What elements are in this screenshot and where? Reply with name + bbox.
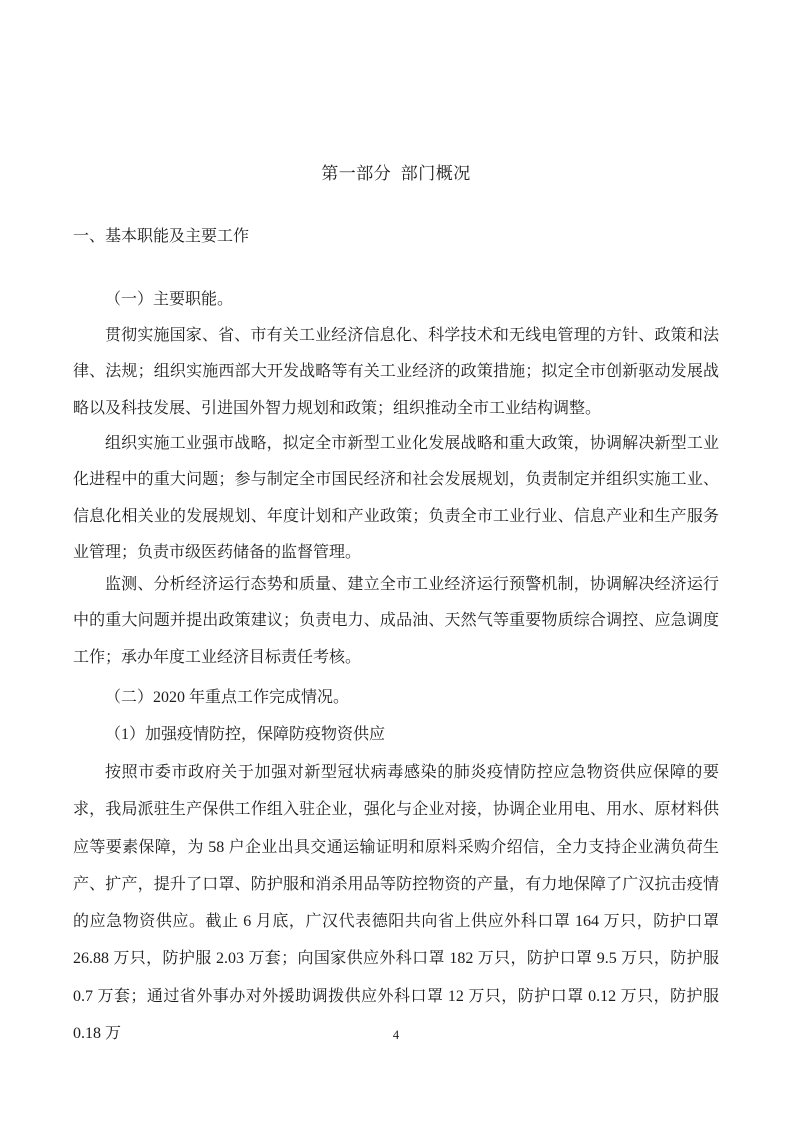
paragraph-epidemic-supplies: 按照市委市政府关于加强对新型冠状病毒感染的肺炎疫情防控应急物资供应保障的要求，我局派驻生产保供工作组入驻企业，强化与企业对接，协调企业用电、用水、原材料供应等要素保障，为 58 户企业出具交通运输证明和原料采购介绍信，全力支持企业满负荷生产、扩产，提升了口罩、防护服和消杀用品等防控物资的产量，有力地保障了广汉抗击疫情的应急物资供应。截止 6 月底，广汉代表德阳共向省上供应外科口罩 164 万只，防护口罩 26.88 万只，防护服 2.03 万套；向国家供应外科口罩 182 万只，防护口罩 9.5 万只，防护服 0.7 万套；通过省外事办对外援助调拨供应外科口罩 12 万只，防护口罩 0.12 万只，防护服 0.18 万 xyxy=(73,764,719,1043)
document-title: 第一部分 部门概况 xyxy=(321,164,471,183)
page-number: 4 xyxy=(392,1028,400,1042)
paragraph-duties-1: 贯彻实施国家、省、市有关工业经济信息化、科学技术和无线电管理的方针、政策和法律、法规；组织实施西部大开发战略等有关工业经济的政策措施；拟定全市创新驱动发展战略以及科技发展、引进国外智力规划和政策；组织推动全市工业结构调整。 xyxy=(73,327,719,417)
subheading-main-duties: （一）主要职能。 xyxy=(105,291,234,308)
paragraph-duties-3: 监测、分析经济运行态势和质量、建立全市工业经济运行预警机制，协调解决经济运行中的重大问题并提出政策建议；负责电力、成品油、天然气等重要物质综合调控、应急调度工作；承办年度工业经济目标责任考核。 xyxy=(73,576,719,666)
subheading-epidemic-prevention: （1）加强疫情防控，保障防疫物资供应 xyxy=(105,726,386,743)
paragraph-duties-2: 组织实施工业强市战略，拟定全市新型工业化发展战略和重大政策，协调解决新型工业化进程中的重大问题；参与制定全市国民经济和社会发展规划，负责制定并组织实施工业、信息化相关业的发展规划、年度计划和产业政策；负责全市工业行业、信息产业和生产服务业管理；负责市级医药储备的监督管理。 xyxy=(73,435,719,562)
subheading-2020-key-work: （二）2020 年重点工作完成情况。 xyxy=(105,689,350,706)
section-heading: 一、基本职能及主要工作 xyxy=(73,228,250,245)
